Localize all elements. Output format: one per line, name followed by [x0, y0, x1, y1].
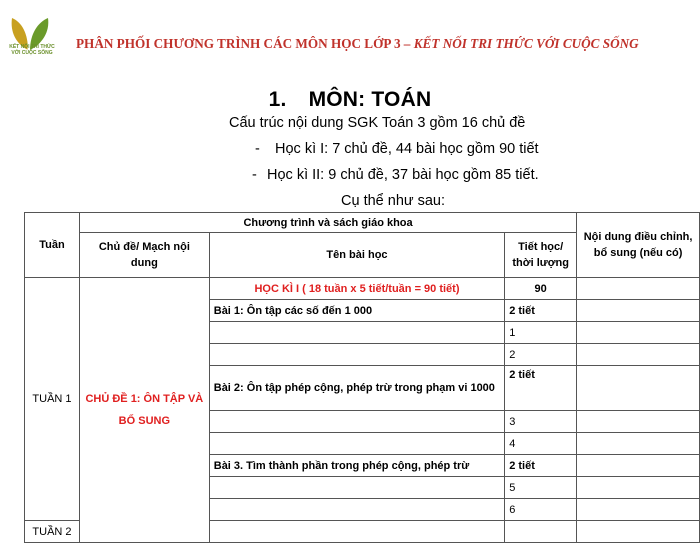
header-periods: Tiết học/ thời lượng [505, 233, 577, 278]
header-title-main: PHÂN PHỐI CHƯƠNG TRÌNH CÁC MÔN HỌC LỚP 3 [76, 36, 401, 51]
lesson-cell: Bài 3. Tìm thành phần trong phép cộng, phép trừ [209, 455, 504, 477]
lesson-cell [209, 477, 504, 499]
lesson-cell [209, 499, 504, 521]
table-row [25, 278, 700, 300]
periods-cell: 1 [505, 322, 577, 344]
header-title-sub: – KẾT NỐI TRI THỨC VỚI CUỘC SỐNG [403, 36, 639, 51]
periods-cell: 2 tiết [505, 366, 577, 411]
week-2-cell: TUẦN 2 [25, 521, 80, 543]
section-title-text: MÔN: TOÁN [308, 88, 432, 111]
header-program: Chương trình và sách giáo khoa [79, 213, 576, 233]
intro-detail: Cụ thể như sau: [341, 193, 446, 209]
lesson-cell [209, 344, 504, 366]
bullet-marker-2: - [252, 167, 257, 183]
periods-cell: 2 [505, 344, 577, 366]
header-lesson: Tên bài học [209, 233, 504, 278]
section-number: 1. [268, 88, 287, 111]
header-week: Tuần [25, 213, 80, 278]
lesson-cell [209, 322, 504, 344]
periods-cell: 5 [505, 477, 577, 499]
lesson-cell [209, 433, 504, 455]
curriculum-table [24, 212, 700, 543]
semester-label: HỌC KÌ I ( 18 tuần x 5 tiết/tuần = 90 tiết) [209, 278, 504, 300]
lesson-cell [209, 411, 504, 433]
periods-cell: 2 tiết [505, 455, 577, 477]
page-header-title [76, 36, 696, 52]
lesson-cell: Bài 1: Ôn tập các số đến 1 000 [209, 300, 504, 322]
week-1-cell: TUẦN 1 [25, 278, 80, 521]
intro-bullet-1: Học kì I: 7 chủ đề, 44 bài học gồm 90 tiết [275, 141, 539, 157]
lesson-cell: Bài 2: Ôn tập phép cộng, phép trừ trong phạm vi 1000 [209, 366, 504, 411]
intro-structure: Cấu trúc nội dung SGK Toán 3 gồm 16 chủ đề [229, 115, 526, 131]
logo-text: KẾT NỐI TRI THỨC VỚI CUỘC SỐNG [9, 44, 55, 56]
semester-periods: 90 [505, 278, 577, 300]
topic-1-cell: CHỦ ĐỀ 1: ÔN TẬP VÀ BỔ SUNG [79, 278, 209, 543]
bullet-marker-1: - [255, 141, 260, 157]
periods-cell: 3 [505, 411, 577, 433]
intro-bullet-2: Học kì II: 9 chủ đề, 37 bài học gồm 85 tiết. [267, 167, 539, 183]
header-topic: Chủ đề/ Mạch nội dung [79, 233, 209, 278]
periods-cell: 6 [505, 499, 577, 521]
periods-cell: 2 tiết [505, 300, 577, 322]
periods-cell: 4 [505, 433, 577, 455]
section-title [0, 88, 700, 112]
header-adjust: Nội dung điều chỉnh, bổ sung (nếu có) [577, 213, 700, 278]
